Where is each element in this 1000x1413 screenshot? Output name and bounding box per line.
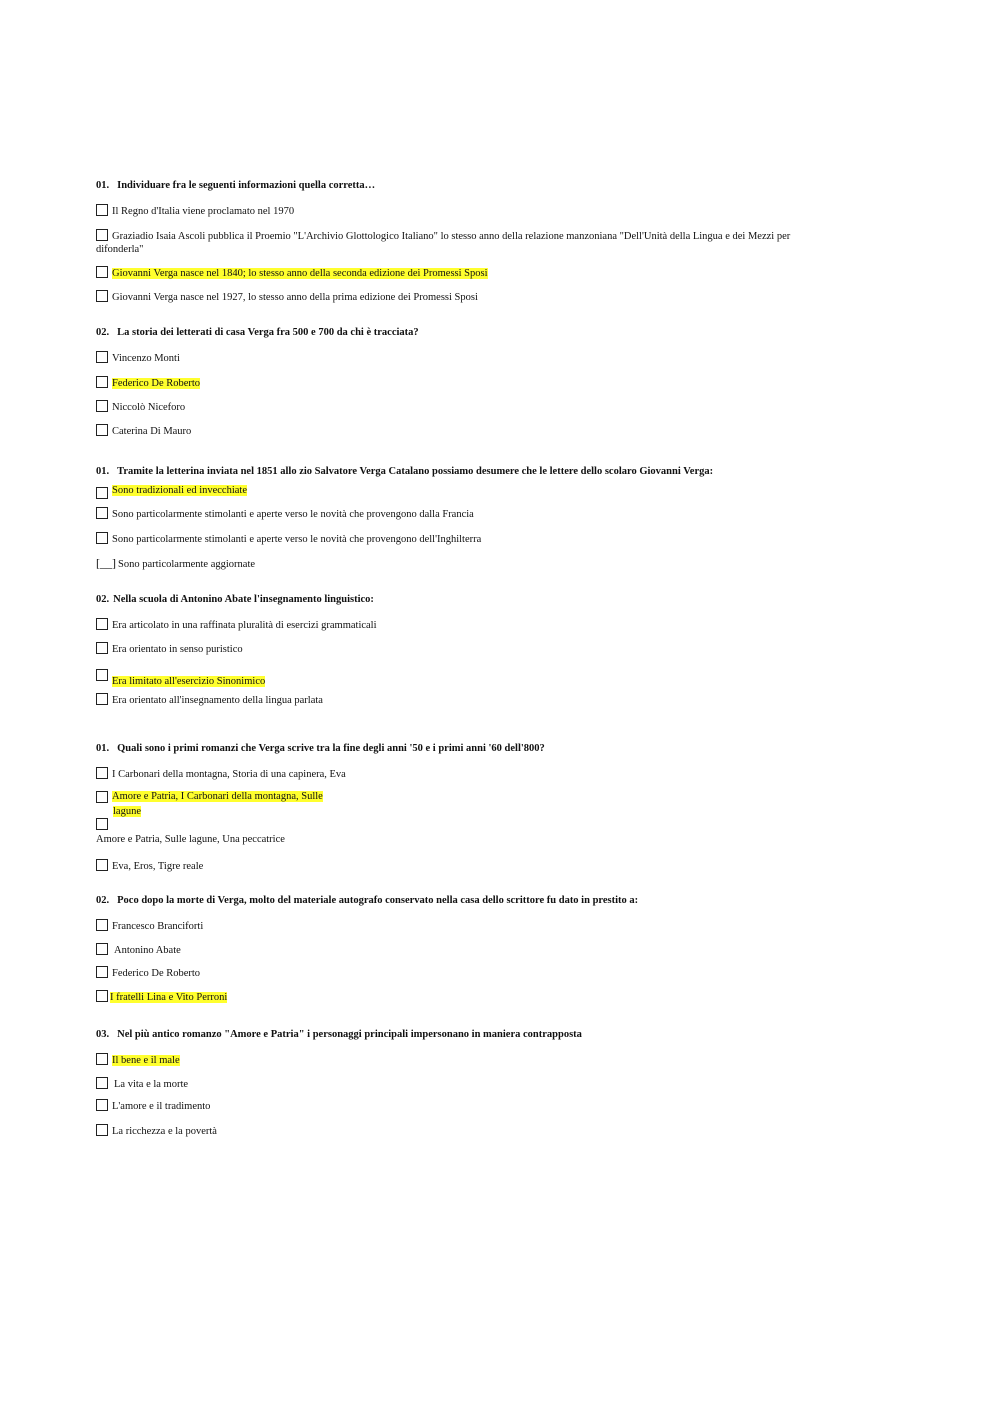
option[interactable]: Era orientato all'insegnamento della lingua parlata [96,693,323,707]
option-correct[interactable]: I fratelli Lina e Vito Perroni [96,990,227,1004]
checkbox[interactable] [96,266,108,278]
option[interactable]: Sono particolarmente stimolanti e aperte verso le novità che provengono dell'Inghilterra [96,532,481,546]
checkbox[interactable] [96,376,108,388]
checkbox[interactable] [96,966,108,978]
checkbox[interactable] [96,532,108,544]
option[interactable]: Era orientato in senso puristico [96,642,243,656]
option-correct[interactable]: Sono tradizionali ed invecchiate [96,484,247,499]
option[interactable]: Il Regno d'Italia viene proclamato nel 1970 [96,204,294,218]
checkbox[interactable] [96,487,108,499]
checkbox[interactable] [96,507,108,519]
checkbox[interactable] [96,1099,108,1111]
checkbox[interactable] [96,424,108,436]
option[interactable]: Francesco Branciforti [96,919,203,933]
question-3-3: 03. Nel più antico romanzo "Amore e Patria" i personaggi principali impersonano in maniera contrapposta [96,1029,582,1040]
option[interactable]: Eva, Eros, Tigre reale [96,859,203,873]
checkbox[interactable] [96,400,108,412]
checkbox[interactable] [96,204,108,216]
checkbox[interactable] [96,669,108,681]
option[interactable]: Federico De Roberto [96,966,200,980]
option-correct[interactable]: Il bene e il male [96,1053,180,1067]
question-3-1: 01. Quali sono i primi romanzi che Verga scrive tra la fine degli anni '50 e i primi anni '60 dell'800? [96,743,545,754]
checkbox[interactable] [96,1077,108,1089]
option[interactable]: Caterina Di Mauro [96,424,191,438]
question-3-2: 02. Poco dopo la morte di Verga, molto del materiale autografo conservato nella casa dello scrittore fu dato in prestito a: [96,895,639,906]
option[interactable]: Giovanni Verga nasce nel 1927, lo stesso anno della prima edizione dei Promessi Sposi [96,290,478,304]
checkbox[interactable] [96,618,108,630]
option-correct[interactable]: Amore e Patria, I Carbonari della montagna, Sulle [96,790,323,803]
checkbox[interactable] [96,1124,108,1136]
option-correct-continued: lagune [113,806,141,817]
option[interactable]: L'amore e il tradimento [96,1099,210,1113]
option[interactable]: [__] Sono particolarmente aggiornate [96,556,256,570]
option[interactable]: La vita e la morte [96,1077,188,1091]
option[interactable]: Vincenzo Monti [96,351,180,365]
checkbox[interactable] [96,919,108,931]
option[interactable]: Era articolato in una raffinata pluralità di esercizi grammaticali [96,618,377,632]
question-1-1: 01. Individuare fra le seguenti informazioni quella corretta… [96,180,376,191]
option[interactable]: Antonino Abate [96,943,181,957]
option-correct[interactable]: Era limitato all'esercizio Sinonimico [96,669,265,688]
question-1-2: 02. La storia dei letterati di casa Verga fra 500 e 700 da chi è tracciata? [96,327,419,338]
question-2-1: 01. Tramite la letterina inviata nel 1851 allo zio Salvatore Verga Catalano possiamo desumere che le lettere dello scolaro Giovanni Verga: [96,466,714,477]
checkbox[interactable] [96,229,108,241]
checkbox[interactable] [96,693,108,705]
option[interactable]: Sono particolarmente stimolanti e aperte verso le novità che provengono dalla Francia [96,507,474,521]
option-correct[interactable]: Federico De Roberto [96,376,200,390]
checkbox[interactable] [96,290,108,302]
checkbox[interactable] [96,990,108,1002]
checkbox[interactable] [96,767,108,779]
option[interactable] [96,818,112,832]
option[interactable]: I Carbonari della montagna, Storia di una capinera, Eva [96,767,346,781]
checkbox[interactable] [96,1053,108,1065]
checkbox[interactable] [96,943,108,955]
checkbox[interactable] [96,351,108,363]
checkbox[interactable]: [__] [96,556,116,570]
question-2-2: 02. Nella scuola di Antonino Abate l'insegnamento linguistico: [96,594,374,605]
option-label: Amore e Patria, Sulle lagune, Una peccatrice [96,834,285,845]
option-correct[interactable]: Giovanni Verga nasce nel 1840; lo stesso anno della seconda edizione dei Promessi Sposi [96,266,488,280]
checkbox[interactable] [96,859,108,871]
option[interactable]: Graziadio Isaia Ascoli pubblica il Proemio "L'Archivio Glottologico Italiano" lo stesso anno della relazione manzoniana "Dell'Unità della Lingua e dei Mezzi per difonderla" [96,231,791,255]
option[interactable]: Niccolò Niceforo [96,400,185,414]
checkbox[interactable] [96,818,108,830]
checkbox[interactable] [96,642,108,654]
option[interactable]: La ricchezza e la povertà [96,1124,217,1138]
checkbox[interactable] [96,791,108,803]
